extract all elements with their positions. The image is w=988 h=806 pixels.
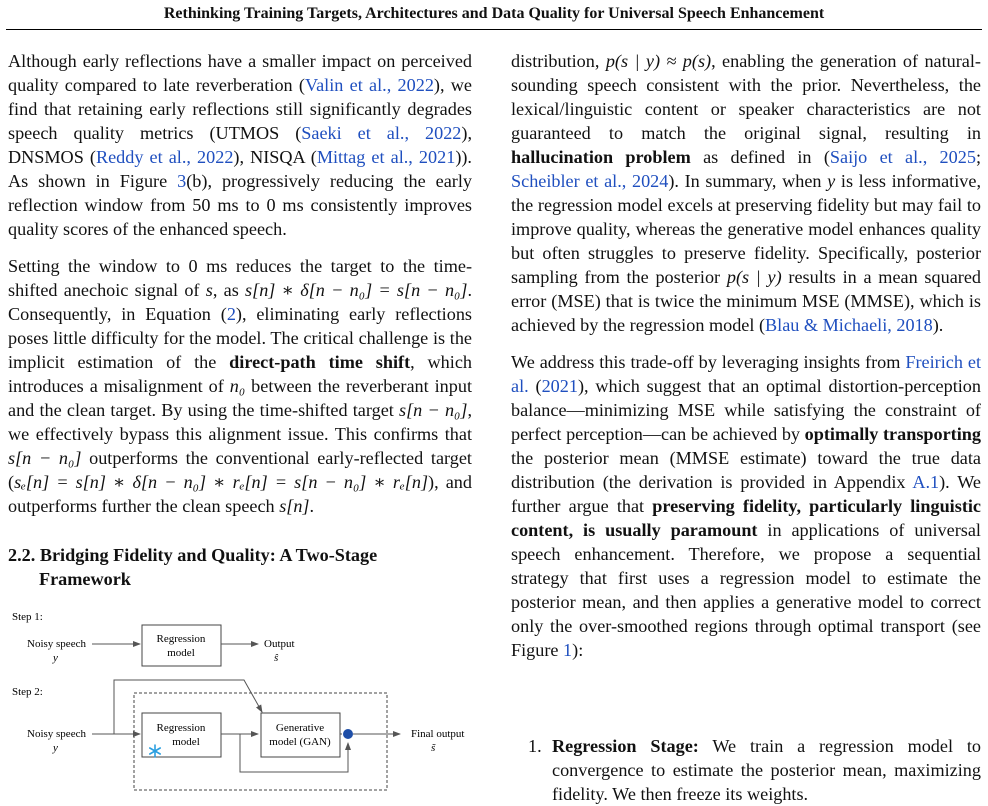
math-expression: n₀ <box>229 376 246 396</box>
figure-two-stage-diagram <box>0 605 480 801</box>
text-run: We train a regression model to convergence to estimate the posterior mean, maximizing fidelity. We then freeze its weights. <box>552 736 981 804</box>
generative-model-box <box>261 713 340 757</box>
diagram-svg <box>0 605 480 801</box>
text-run: distribution, <box>511 51 606 71</box>
step2-regression-label2: model <box>172 736 200 748</box>
emphasized-text: Regression Stage: <box>552 736 699 756</box>
text-run: results in a mean squared error (MSE) that is twice the minimum MSE (MMSE), which is achieved by the regression model ( <box>511 267 981 335</box>
citation-link[interactable]: Saijo et al., 2025 <box>829 147 976 167</box>
text-run: between the reverberant input and the clean target. By using the time-shifted target <box>8 376 473 420</box>
generative-label2: model (GAN) <box>269 736 331 748</box>
step1-label: Step 1: <box>12 611 43 623</box>
final-output-label: Final output <box>411 728 465 740</box>
math-expression: s <box>205 280 213 300</box>
text-run: in applications of universal speech enhancement. Therefore, we propose a sequential strategy that first uses a regression model to estimate the posterior mean, and then applies a generative model to correct only the over-smoothed regions through optimal transport (see Figure <box>511 520 981 660</box>
list-item-number: 1. <box>528 736 542 756</box>
math-expression: y <box>827 171 836 191</box>
left-column <box>8 49 472 531</box>
text-run: (b), progressively reducing the early reflection window from 50 ms to 0 ms consistently improves quality scores of the enhanced speech. <box>8 171 472 239</box>
citation-link[interactable]: Scheibler et al., 2024 <box>511 171 669 191</box>
step1-regression-label1: Regression <box>156 633 206 645</box>
paragraph-optimal-transport <box>511 350 981 662</box>
list-item-regression-stage <box>528 734 981 806</box>
step1-regression-box <box>142 625 221 666</box>
text-run: outperforms the conventional early-reflected target ( <box>8 448 472 492</box>
math-expression: s[n] <box>279 496 310 516</box>
text-run: ), eliminating early reflections poses little difficulty for the model. The critical challenge is the implicit estimation of the <box>8 304 472 372</box>
running-title: Rethinking Training Targets, Architectures and Data Quality for Universal Speech Enhancement <box>163 5 825 22</box>
section-title-line1: Bridging Fidelity and Quality: A Two-Stage <box>39 545 378 565</box>
math-expression: p(s | y) <box>726 267 782 287</box>
text-run: as defined in ( <box>690 147 830 167</box>
text-run: . Consequently, in Equation ( <box>8 280 473 324</box>
text-run: the posterior mean (MMSE estimate) toward the true data distribution (the derivation is provided in Appendix <box>511 448 981 492</box>
step2-y-symbol: y <box>53 742 58 754</box>
math-expression: sₑ[n] = s[n] ∗ δ[n − n₀] ∗ rₑ[n] = s[n − n₀] ∗ rₑ[n] <box>14 472 429 492</box>
text-run: ). <box>932 315 944 335</box>
paragraph-early-reflections <box>8 49 472 241</box>
text-run: . <box>309 496 315 516</box>
text-run: ). We further argue that <box>511 472 981 516</box>
math-expression: s[n − n₀] <box>399 400 468 420</box>
emphasized-text: preserving fidelity, particularly linguistic content, is usually paramount <box>511 496 981 540</box>
text-run: Although early reflections have a smaller impact on perceived quality compared to late reverberation ( <box>8 51 472 95</box>
text-run: , we effectively bypass this alignment issue. This confirms that <box>8 400 472 444</box>
citation-link[interactable]: Freirich et al. <box>511 352 982 396</box>
text-run: , as <box>212 280 246 300</box>
section-title-line2: Framework <box>39 569 131 589</box>
emphasized-text: direct-path time shift <box>229 352 411 372</box>
citation-link[interactable]: Saeki et al., 2022 <box>301 123 462 143</box>
citation-link[interactable]: 2021 <box>541 376 578 396</box>
math-expression: s[n] ∗ δ[n − n₀] = s[n − n₀] <box>245 280 468 300</box>
text-run: ), DNSMOS ( <box>8 123 472 167</box>
text-run: , enabling the generation of natural-sounding speech consistent with the prior. Nevertheless, the lexical/linguistic content or speaker characteristics are not guaranteed to match the original signal, resulting in <box>511 51 981 143</box>
text-run: )). As shown in Figure <box>8 147 472 191</box>
generative-label1: Generative <box>275 722 325 734</box>
text-run: Setting the window to 0 ms reduces the target to the time-shifted anechoic signal of <box>8 256 472 300</box>
text-run: ), and outperforms further the clean speech <box>8 472 472 516</box>
step1-noisy-speech-label: Noisy speech <box>27 638 86 650</box>
text-run: ( <box>528 376 542 396</box>
header-rule <box>6 29 982 30</box>
step1-y-symbol: y <box>53 652 58 664</box>
step1-regression-label2: model <box>167 647 195 659</box>
emphasized-text: optimally transporting <box>804 424 981 444</box>
text-run: ), we find that retaining early reflections still significantly degrades speech quality metrics (UTMOS ( <box>8 75 473 143</box>
list-item-body <box>528 734 981 806</box>
text-run: ; <box>975 147 981 167</box>
emphasized-text: hallucination problem <box>511 147 691 167</box>
citation-link[interactable]: 3 <box>177 171 187 191</box>
text-run: We address this trade-off by leveraging insights from <box>511 352 906 372</box>
paragraph-time-shift <box>8 254 472 518</box>
citation-link[interactable]: Mittag et al., 2021 <box>316 147 456 167</box>
citation-link[interactable]: Reddy et al., 2022 <box>95 147 234 167</box>
text-run: is less informative, the regression model excels at preserving fidelity but may fail to improve quality, whereas the generative model enhances quality but often struggles to preserve fidelity. Specifically, posterior sampling from the posterior <box>511 171 982 287</box>
section-heading <box>8 543 478 591</box>
citation-link[interactable]: Blau & Michaeli, 2018 <box>765 315 933 335</box>
text-run: , which introduces a misalignment of <box>8 352 472 396</box>
math-expression: s[n − n₀] <box>8 448 82 468</box>
summation-node <box>343 729 353 739</box>
final-s-tilde-symbol: s̃ <box>431 742 436 754</box>
math-expression: p(s | y) ≈ p(s) <box>605 51 712 71</box>
step1-output-label: Output <box>264 638 295 650</box>
citation-link[interactable]: 2 <box>226 304 236 324</box>
page-header <box>0 0 988 28</box>
section-number: 2.2. <box>8 545 36 565</box>
step2-label: Step 2: <box>12 686 43 698</box>
citation-link[interactable]: A.1 <box>912 472 940 492</box>
text-run: ): <box>572 640 584 660</box>
paragraph-posterior-sampling <box>511 49 981 337</box>
text-run: ). In summary, when <box>668 171 828 191</box>
step1-s-hat-symbol: ŝ <box>274 652 279 664</box>
citation-link[interactable]: 1 <box>563 640 573 660</box>
text-run: ), which suggest that an optimal distortion-perception balance—minimizing MSE while satisfying the constraint of perfect perception—can be achieved by <box>511 376 981 444</box>
step2-noisy-speech-label: Noisy speech <box>27 728 86 740</box>
text-run: ), NISQA ( <box>233 147 317 167</box>
citation-link[interactable]: Valin et al., 2022 <box>304 75 434 95</box>
right-column <box>511 49 981 675</box>
step2-regression-label1: Regression <box>156 722 206 734</box>
